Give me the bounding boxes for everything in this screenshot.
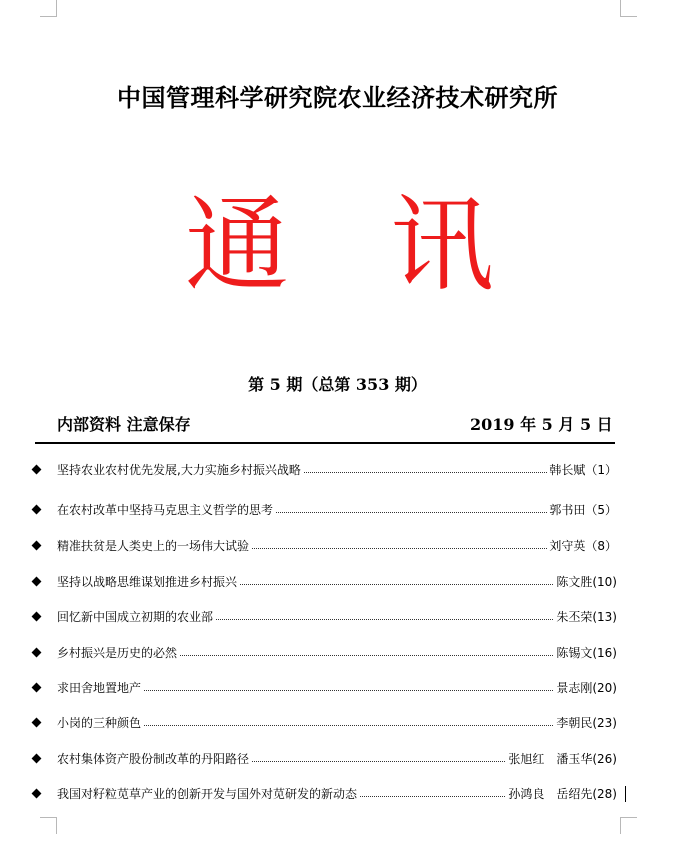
toc-author: 孙鸿良 岳绍先 (508, 787, 593, 801)
toc-author: 张旭红 潘玉华 (508, 752, 593, 766)
masthead-char-2: 讯 (390, 184, 495, 306)
toc-author-page (506, 749, 617, 769)
toc-entry[interactable] (0, 784, 675, 804)
diamond-bullet-icon (32, 612, 42, 622)
toc-entry[interactable] (0, 460, 675, 480)
issue-date: 2019 年 5 月 5 日 (470, 415, 613, 434)
diamond-bullet-icon (32, 648, 42, 658)
toc-title: 求田舍地置地产 (57, 678, 143, 698)
toc-author: 景志刚 (556, 681, 593, 695)
toc-title: 在农村改革中坚持马克思主义哲学的思考 (57, 500, 275, 520)
diamond-bullet-icon (32, 541, 42, 551)
toc-author-page (547, 460, 617, 480)
toc-author-page (554, 713, 617, 733)
toc-title: 我国对籽粒苋草产业的创新开发与国外对苋研发的新动态 (57, 784, 359, 804)
toc-entry[interactable] (0, 678, 675, 698)
page-corner-mark (40, 0, 57, 17)
diamond-bullet-icon (32, 577, 42, 587)
header-rule (35, 442, 615, 444)
diamond-bullet-icon (32, 754, 42, 764)
toc-entry[interactable] (0, 536, 675, 556)
masthead-char-1: 通 (185, 184, 290, 306)
diamond-bullet-icon (32, 465, 42, 475)
toc-title: 小岗的三种颜色 (57, 713, 143, 733)
internal-note: 内部资料 注意保存 (57, 415, 191, 434)
toc-page: (20) (592, 681, 617, 695)
toc-author-page (554, 678, 617, 698)
organization-title: 中国管理科学研究院农业经济技术研究所 (117, 83, 558, 112)
toc-page: （8） (585, 539, 617, 553)
toc-entry[interactable] (0, 572, 675, 592)
page-corner-mark (40, 817, 57, 834)
toc-title: 回忆新中国成立初期的农业部 (57, 607, 215, 627)
diamond-bullet-icon (32, 505, 42, 515)
toc-author-page (554, 607, 617, 627)
toc-author-page (554, 572, 617, 592)
toc-author: 陈文胜 (556, 575, 593, 589)
toc-author-page (506, 784, 617, 804)
diamond-bullet-icon (32, 683, 42, 693)
toc-page: (26) (592, 752, 617, 766)
toc-author-page (547, 536, 617, 556)
toc-page: (16) (592, 646, 617, 660)
page-corner-mark (620, 0, 637, 17)
diamond-bullet-icon (32, 789, 42, 799)
toc-author-page (547, 500, 617, 520)
toc-author: 韩长赋 (549, 463, 586, 477)
toc-page: (28) (592, 787, 617, 801)
toc-page: (10) (592, 575, 617, 589)
toc-page: （1） (585, 463, 617, 477)
toc-page: (13) (592, 610, 617, 624)
toc-entry[interactable] (0, 713, 675, 733)
toc-author-page (554, 643, 617, 663)
diamond-bullet-icon (32, 718, 42, 728)
toc-entry[interactable] (0, 643, 675, 663)
toc-page: （5） (585, 503, 617, 517)
toc-title: 精准扶贫是人类史上的一场伟大试验 (57, 536, 251, 556)
toc-author: 李朝民 (556, 716, 593, 730)
toc-author: 陈锡文 (556, 646, 593, 660)
toc-title: 坚持以战略思维谋划推进乡村振兴 (57, 572, 239, 592)
text-cursor (625, 786, 626, 802)
page-corner-mark (620, 817, 637, 834)
toc-entry[interactable] (0, 749, 675, 769)
toc-entry[interactable] (0, 500, 675, 520)
toc-page: (23) (592, 716, 617, 730)
toc-title: 坚持农业农村优先发展,大力实施乡村振兴战略 (57, 460, 303, 480)
toc-title: 农村集体资产股份制改革的丹阳路径 (57, 749, 251, 769)
toc-author: 郭书田 (549, 503, 586, 517)
toc-entry[interactable] (0, 607, 675, 627)
toc-author: 刘守英 (549, 539, 586, 553)
toc-title: 乡村振兴是历史的必然 (57, 643, 179, 663)
toc-author: 朱丕荣 (556, 610, 593, 624)
issue-number: 第 5 期（总第 353 期） (248, 375, 427, 394)
